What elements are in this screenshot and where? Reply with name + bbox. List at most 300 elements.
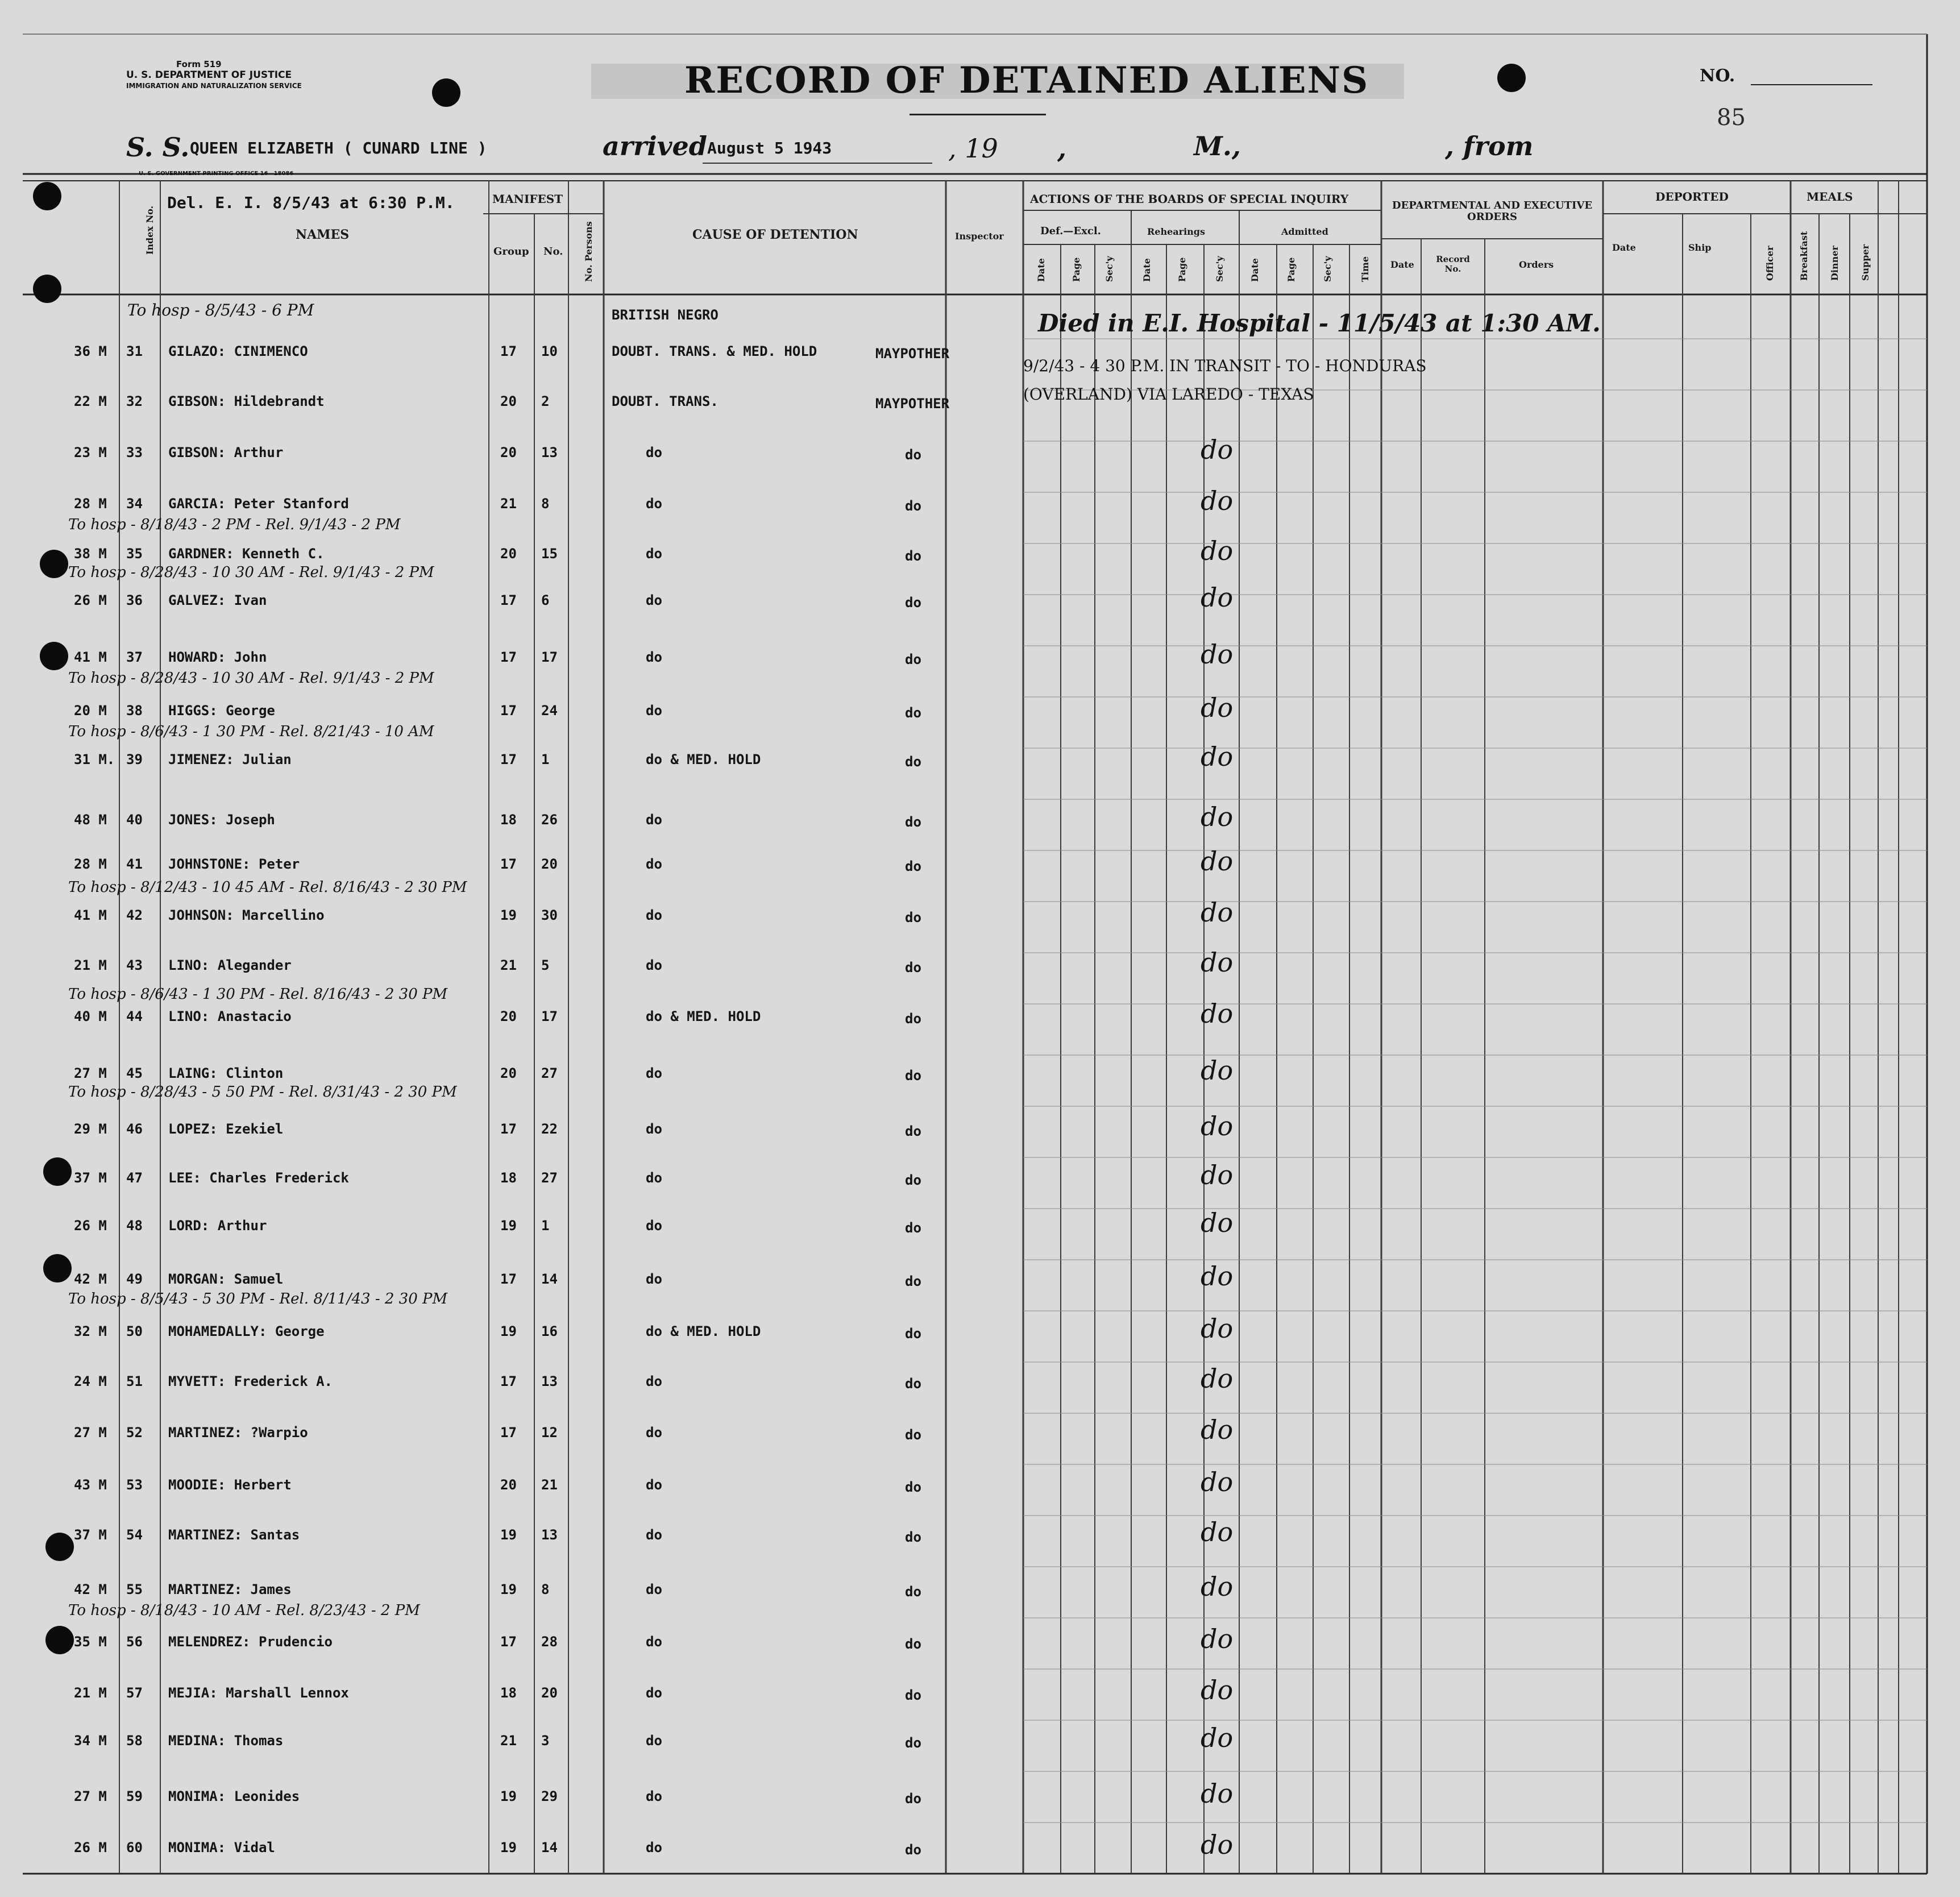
- row-manifest-group: 17: [500, 343, 517, 359]
- row-age: 21 M: [74, 957, 107, 973]
- row-manifest-no: 29: [541, 1788, 558, 1804]
- row-bsi-ditto: do: [1201, 1414, 1234, 1445]
- dep-ship-header: Ship: [1688, 242, 1712, 253]
- row-age: 38 M: [74, 546, 107, 562]
- row-index-no: 58: [126, 1733, 143, 1749]
- row-inspector: do: [905, 1011, 921, 1027]
- row-inspector: do: [905, 1068, 921, 1084]
- row-name: LEE: Charles Frederick: [168, 1170, 349, 1186]
- row-index-no: 54: [126, 1527, 143, 1543]
- row-index-no: 37: [126, 649, 143, 665]
- row-name: JOHNSON: Marcellino: [168, 907, 325, 923]
- printing-office: U. S. GOVERNMENT PRINTING OFFICE 16—18086: [139, 171, 294, 177]
- row-cause: do: [646, 1634, 662, 1650]
- row-name: MONIMA: Leonides: [168, 1788, 300, 1804]
- row-manifest-no: 15: [541, 546, 558, 562]
- row-manifest-no: 10: [541, 343, 558, 359]
- row-name: MEDINA: Thomas: [168, 1733, 284, 1749]
- row-index-no: 31: [126, 343, 143, 359]
- punch-hole: [33, 275, 61, 303]
- row-age: 48 M: [74, 812, 107, 828]
- row-cause: do: [646, 1425, 662, 1441]
- row-name: MELENDREZ: Prudencio: [168, 1634, 333, 1650]
- ship-name: QUEEN ELIZABETH ( CUNARD LINE ): [190, 139, 487, 157]
- row-age: 27 M: [74, 1425, 107, 1441]
- row-manifest-no: 1: [541, 1218, 550, 1234]
- row-index-no: 45: [126, 1065, 143, 1081]
- row-age: 32 M: [74, 1323, 107, 1339]
- row-manifest-group: 20: [500, 1008, 517, 1024]
- row-index-no: 36: [126, 592, 143, 608]
- row-manifest-group: 19: [500, 1527, 517, 1543]
- row-manifest-no: 22: [541, 1121, 558, 1137]
- row-manifest-group: 21: [500, 957, 517, 973]
- row-cause: do: [646, 1527, 662, 1543]
- died-note: Died in E.I. Hospital - 11/5/43 at 1:30 AM.: [1038, 309, 1601, 337]
- row-name: LINO: Anastacio: [168, 1008, 292, 1024]
- row-manifest-group: 17: [500, 856, 517, 872]
- row-inspector: do: [905, 1479, 921, 1495]
- row-bsi-ditto: do: [1201, 802, 1234, 832]
- row-age: 26 M: [74, 1840, 107, 1856]
- row-manifest-no: 24: [541, 703, 558, 719]
- reh-page-header: Page: [1177, 257, 1187, 282]
- row-manifest-no: 17: [541, 649, 558, 665]
- row-name: GILAZO: CINIMENCO: [168, 343, 308, 359]
- adm-date-header: Date: [1249, 258, 1260, 282]
- row-manifest-no: 30: [541, 907, 558, 923]
- row-bsi-ditto: do: [1201, 692, 1234, 723]
- record-no-header: Record No.: [1436, 254, 1470, 274]
- row-age: 27 M: [74, 1065, 107, 1081]
- delivered-note: Del. E. I. 8/5/43 at 6:30 P.M.: [167, 193, 455, 212]
- row-bsi-ditto: do: [1201, 639, 1234, 670]
- row-manifest-group: 20: [500, 546, 517, 562]
- row-name: LAING: Clinton: [168, 1065, 284, 1081]
- row-manifest-no: 3: [541, 1733, 550, 1749]
- top-hospital-note: To hosp - 8/5/43 - 6 PM: [127, 301, 314, 319]
- row-manifest-no: 17: [541, 1008, 558, 1024]
- row-age: 37 M: [74, 1170, 107, 1186]
- hospital-note: To hosp - 8/28/43 - 5 50 PM - Rel. 8/31/43 - 2 30 PM: [68, 1084, 457, 1101]
- row-name: MARTINEZ: Santas: [168, 1527, 300, 1543]
- row-manifest-group: 17: [500, 1373, 517, 1389]
- row-cause: do: [646, 812, 662, 828]
- row-name: JONES: Joseph: [168, 812, 275, 828]
- row-manifest-no: 26: [541, 812, 558, 828]
- row-name: MEJIA: Marshall Lennox: [168, 1685, 349, 1701]
- def-secy-header: Sec'y: [1104, 256, 1115, 282]
- row-inspector: do: [905, 754, 921, 770]
- row-age: 27 M: [74, 1788, 107, 1804]
- row-name: MYVETT: Frederick A.: [168, 1373, 333, 1389]
- row-name: JOHNSTONE: Peter: [168, 856, 300, 872]
- punch-hole: [45, 1533, 74, 1561]
- row-manifest-group: 17: [500, 1121, 517, 1137]
- dep-date-header: Date: [1612, 242, 1636, 253]
- row-index-no: 52: [126, 1425, 143, 1441]
- punch-hole: [40, 642, 68, 670]
- row-inspector: do: [905, 705, 921, 721]
- row-index-no: 34: [126, 496, 143, 512]
- row-manifest-group: 17: [500, 703, 517, 719]
- row-index-no: 59: [126, 1788, 143, 1804]
- officer-header: Officer: [1764, 246, 1775, 281]
- no-label: NO.: [1700, 66, 1735, 86]
- row-age: 24 M: [74, 1373, 107, 1389]
- row-age: 34 M: [74, 1733, 107, 1749]
- row-age: 42 M: [74, 1271, 107, 1287]
- row-manifest-group: 17: [500, 752, 517, 767]
- row-cause: do: [646, 957, 662, 973]
- row-cause: do: [646, 592, 662, 608]
- group-header: Group: [493, 246, 529, 258]
- row-age: 41 M: [74, 649, 107, 665]
- row-index-no: 35: [126, 546, 143, 562]
- row-inspector: do: [905, 1376, 921, 1392]
- hospital-note: To hosp - 8/6/43 - 1 30 PM - Rel. 8/16/43 - 2 30 PM: [68, 986, 448, 1003]
- adm-secy-header: Sec'y: [1322, 256, 1333, 282]
- row-age: 40 M: [74, 1008, 107, 1024]
- row-manifest-no: 16: [541, 1323, 558, 1339]
- page-number: 85: [1717, 105, 1746, 131]
- row-inspector: do: [905, 910, 921, 925]
- row-manifest-group: 19: [500, 1581, 517, 1597]
- row-index-no: 43: [126, 957, 143, 973]
- reh-date-header: Date: [1141, 258, 1152, 282]
- row-age: 28 M: [74, 496, 107, 512]
- manifest-no-header: No.: [543, 246, 563, 258]
- row-cause: do: [646, 496, 662, 512]
- row-cause: do: [646, 703, 662, 719]
- row-bsi-ditto: do: [1201, 1261, 1234, 1292]
- row-cause: do: [646, 1477, 662, 1493]
- hospital-note: To hosp - 8/18/43 - 2 PM - Rel. 9/1/43 - 2 PM: [68, 516, 401, 533]
- row-manifest-no: 5: [541, 957, 550, 973]
- row-age: 23 M: [74, 445, 107, 460]
- row-manifest-no: 14: [541, 1840, 558, 1856]
- row-cause: do: [646, 1840, 662, 1856]
- row-bsi-ditto: do: [1201, 1467, 1234, 1497]
- row-bsi-ditto: do: [1201, 1829, 1234, 1860]
- row-index-no: 57: [126, 1685, 143, 1701]
- transit-note-line1: 9/2/43 - 4 30 P.M. IN TRANSIT - TO - HONDURAS: [1023, 356, 1427, 375]
- row-inspector: do: [905, 1273, 921, 1289]
- row-manifest-group: 17: [500, 1271, 517, 1287]
- row-bsi-ditto: do: [1201, 1624, 1234, 1654]
- row-name: HOWARD: John: [168, 649, 267, 665]
- punch-hole: [43, 1254, 72, 1282]
- row-manifest-no: 27: [541, 1170, 558, 1186]
- row-name: LINO: Alegander: [168, 957, 292, 973]
- dept-date-header: Date: [1390, 259, 1414, 270]
- row-bsi-ditto: do: [1201, 1722, 1234, 1753]
- row-inspector: do: [905, 1842, 921, 1858]
- row-name: JIMENEZ: Julian: [168, 752, 292, 767]
- row-bsi-ditto: do: [1201, 434, 1234, 465]
- row-bsi-ditto: do: [1201, 1207, 1234, 1238]
- row-inspector: do: [905, 1584, 921, 1600]
- row-name: LORD: Arthur: [168, 1218, 267, 1234]
- punch-hole: [33, 182, 61, 210]
- row-age: 42 M: [74, 1581, 107, 1597]
- row-inspector: do: [905, 1636, 921, 1652]
- def-page-header: Page: [1071, 257, 1082, 282]
- row-manifest-group: 19: [500, 1788, 517, 1804]
- row-cause: DOUBT. TRANS.: [612, 393, 719, 409]
- row-cause: do & MED. HOLD: [646, 1008, 761, 1024]
- reh-secy-header: Sec'y: [1214, 256, 1225, 282]
- row-inspector: MAYPOTHER: [875, 346, 950, 362]
- dept-orders-header: DEPARTMENTAL AND EXECUTIVE ORDERS: [1392, 200, 1593, 223]
- row-index-no: 42: [126, 907, 143, 923]
- row-age: 29 M: [74, 1121, 107, 1137]
- deported-header: DEPORTED: [1655, 190, 1729, 204]
- row-age: 26 M: [74, 592, 107, 608]
- row-manifest-no: 13: [541, 445, 558, 460]
- row-manifest-group: 17: [500, 1634, 517, 1650]
- row-index-no: 48: [126, 1218, 143, 1234]
- row-index-no: 41: [126, 856, 143, 872]
- punch-hole: [1497, 64, 1526, 92]
- row-manifest-group: 19: [500, 1218, 517, 1234]
- row-bsi-ditto: do: [1201, 1055, 1234, 1086]
- row-inspector: do: [905, 548, 921, 564]
- row-manifest-no: 8: [541, 1581, 550, 1597]
- row-bsi-ditto: do: [1201, 1778, 1234, 1809]
- punch-hole: [45, 1626, 74, 1654]
- row-age: 21 M: [74, 1685, 107, 1701]
- row-inspector: do: [905, 1326, 921, 1342]
- row-manifest-group: 18: [500, 812, 517, 828]
- row-name: MORGAN: Samuel: [168, 1271, 284, 1287]
- row-bsi-ditto: do: [1201, 846, 1234, 877]
- no-persons-header: No. Persons: [583, 221, 594, 282]
- row-bsi-ditto: do: [1201, 582, 1234, 613]
- cause-header: CAUSE OF DETENTION: [692, 227, 858, 242]
- row-index-no: 51: [126, 1373, 143, 1389]
- adm-time-header: Time: [1360, 256, 1371, 282]
- index-no-header: Index No.: [144, 205, 155, 255]
- row-name: HIGGS: George: [168, 703, 275, 719]
- row-manifest-group: 17: [500, 1425, 517, 1441]
- department: U. S. DEPARTMENT OF JUSTICE: [126, 69, 292, 81]
- row-manifest-no: 28: [541, 1634, 558, 1650]
- row-inspector: do: [905, 1220, 921, 1236]
- row-inspector: do: [905, 814, 921, 830]
- row-age: 36 M: [74, 343, 107, 359]
- row-inspector: do: [905, 1687, 921, 1703]
- no-rule: [1751, 84, 1872, 85]
- row-age: 43 M: [74, 1477, 107, 1493]
- row-name: MOODIE: Herbert: [168, 1477, 292, 1493]
- row-name: GARCIA: Peter Stanford: [168, 496, 349, 512]
- row-inspector: do: [905, 1123, 921, 1139]
- row-index-no: 49: [126, 1271, 143, 1287]
- row-bsi-ditto: do: [1201, 536, 1234, 566]
- row-cause: do: [646, 1733, 662, 1749]
- punch-hole: [40, 550, 68, 578]
- row-manifest-group: 19: [500, 1323, 517, 1339]
- row-name: MONIMA: Vidal: [168, 1840, 275, 1856]
- row-manifest-no: 20: [541, 856, 558, 872]
- arrived-date: August 5 1943: [707, 139, 832, 157]
- row-age: 37 M: [74, 1527, 107, 1543]
- names-header: NAMES: [296, 227, 350, 242]
- row-index-no: 38: [126, 703, 143, 719]
- row-cause: DOUBT. TRANS. & MED. HOLD: [612, 343, 817, 359]
- row-index-no: 50: [126, 1323, 143, 1339]
- row-name: MOHAMEDALLY: George: [168, 1323, 325, 1339]
- row-manifest-group: 17: [500, 592, 517, 608]
- row-bsi-ditto: do: [1201, 1675, 1234, 1705]
- row-cause: do: [646, 1121, 662, 1137]
- row-index-no: 32: [126, 393, 143, 409]
- admitted-header: Admitted: [1281, 226, 1328, 237]
- row-manifest-no: 13: [541, 1527, 558, 1543]
- orders-header: Orders: [1519, 259, 1554, 270]
- row-inspector: do: [905, 1735, 921, 1751]
- row-cause: do: [646, 546, 662, 562]
- row-index-no: 47: [126, 1170, 143, 1186]
- def-excl-header: Def.—Excl.: [1040, 225, 1101, 237]
- row-cause: do: [646, 907, 662, 923]
- row-cause: do & MED. HOLD: [646, 1323, 761, 1339]
- row-age: 22 M: [74, 393, 107, 409]
- row-bsi-ditto: do: [1201, 741, 1234, 772]
- row-cause: do & MED. HOLD: [646, 752, 761, 767]
- row-cause: do: [646, 1170, 662, 1186]
- row-inspector: do: [905, 858, 921, 874]
- service: IMMIGRATION AND NATURALIZATION SERVICE: [126, 82, 302, 90]
- row-cause: do: [646, 1218, 662, 1234]
- row-age: 26 M: [74, 1218, 107, 1234]
- row-index-no: 44: [126, 1008, 143, 1024]
- row-age: 28 M: [74, 856, 107, 872]
- hospital-note: To hosp - 8/28/43 - 10 30 AM - Rel. 9/1/43 - 2 PM: [68, 670, 434, 687]
- row-index-no: 33: [126, 445, 143, 460]
- row-index-no: 39: [126, 752, 143, 767]
- row-cause: do: [646, 445, 662, 460]
- year-label: , 19: [948, 133, 998, 164]
- row-bsi-ditto: do: [1201, 947, 1234, 978]
- row-inspector: do: [905, 447, 921, 463]
- row-inspector: do: [905, 1427, 921, 1443]
- row-inspector: do: [905, 498, 921, 514]
- row-manifest-no: 21: [541, 1477, 558, 1493]
- hospital-note: To hosp - 8/28/43 - 10 30 AM - Rel. 9/1/43 - 2 PM: [68, 564, 434, 581]
- row-manifest-group: 20: [500, 1065, 517, 1081]
- row-inspector: MAYPOTHER: [875, 396, 950, 412]
- breakfast-header: Breakfast: [1799, 231, 1809, 281]
- row-manifest-group: 18: [500, 1685, 517, 1701]
- row-manifest-no: 14: [541, 1271, 558, 1287]
- row-index-no: 55: [126, 1581, 143, 1597]
- bsi-header: ACTIONS OF THE BOARDS OF SPECIAL INQUIRY: [1030, 192, 1349, 206]
- row-index-no: 46: [126, 1121, 143, 1137]
- row-inspector: do: [905, 1791, 921, 1807]
- row-name: GALVEZ: Ivan: [168, 592, 267, 608]
- ss-label: S. S.: [126, 132, 190, 163]
- meals-header: MEALS: [1807, 190, 1853, 204]
- comma-mark: ,: [1057, 133, 1067, 164]
- row-cause: do: [646, 1065, 662, 1081]
- row-cause: do: [646, 1788, 662, 1804]
- row-manifest-no: 20: [541, 1685, 558, 1701]
- row-name: LOPEZ: Ezekiel: [168, 1121, 284, 1137]
- row-cause: do: [646, 1373, 662, 1389]
- row-manifest-no: 6: [541, 592, 550, 608]
- row-name: GIBSON: Arthur: [168, 445, 284, 460]
- row-name: MARTINEZ: James: [168, 1581, 292, 1597]
- row-manifest-group: 21: [500, 496, 517, 512]
- row-index-no: 60: [126, 1840, 143, 1856]
- row-manifest-group: 18: [500, 1170, 517, 1186]
- row-index-no: 40: [126, 812, 143, 828]
- form-number: Form 519: [176, 59, 222, 69]
- row-name: GARDNER: Kenneth C.: [168, 546, 325, 562]
- row-manifest-group: 19: [500, 907, 517, 923]
- dinner-header: Dinner: [1829, 246, 1840, 281]
- punch-hole: [43, 1157, 72, 1186]
- row-inspector: do: [905, 1172, 921, 1188]
- row-index-no: 56: [126, 1634, 143, 1650]
- supper-header: Supper: [1860, 244, 1871, 281]
- row-cause: do: [646, 649, 662, 665]
- from-label: , from: [1445, 131, 1534, 161]
- def-date-header: Date: [1036, 258, 1047, 282]
- inspector-header: Inspector: [955, 231, 1004, 242]
- british-negro-note: BRITISH NEGRO: [612, 307, 719, 323]
- row-manifest-no: 2: [541, 393, 550, 409]
- title-rule: [910, 114, 1046, 115]
- row-bsi-ditto: do: [1201, 485, 1234, 516]
- row-inspector: do: [905, 595, 921, 611]
- hospital-note: To hosp - 8/18/43 - 10 AM - Rel. 8/23/43 - 2 PM: [68, 1602, 420, 1619]
- adm-page-header: Page: [1286, 257, 1297, 282]
- row-age: 35 M: [74, 1634, 107, 1650]
- page-title: RECORD OF DETAINED ALIENS: [684, 59, 1369, 102]
- row-inspector: do: [905, 960, 921, 976]
- row-manifest-no: 13: [541, 1373, 558, 1389]
- row-cause: do: [646, 856, 662, 872]
- row-bsi-ditto: do: [1201, 1313, 1234, 1344]
- row-name: MARTINEZ: ?Warpio: [168, 1425, 308, 1441]
- row-manifest-no: 12: [541, 1425, 558, 1441]
- row-manifest-group: 17: [500, 649, 517, 665]
- rehearings-header: Rehearings: [1147, 226, 1205, 237]
- row-cause: do: [646, 1271, 662, 1287]
- m-label: M.,: [1194, 131, 1241, 161]
- row-bsi-ditto: do: [1201, 1571, 1234, 1602]
- row-bsi-ditto: do: [1201, 1111, 1234, 1141]
- row-cause: do: [646, 1581, 662, 1597]
- row-age: 41 M: [74, 907, 107, 923]
- row-manifest-group: 19: [500, 1840, 517, 1856]
- manifest-header: MANIFEST: [492, 192, 563, 206]
- row-bsi-ditto: do: [1201, 1517, 1234, 1547]
- row-age: 20 M: [74, 703, 107, 719]
- arrived-label: arrived: [603, 131, 707, 161]
- row-inspector: do: [905, 1529, 921, 1545]
- row-manifest-no: 27: [541, 1065, 558, 1081]
- row-bsi-ditto: do: [1201, 897, 1234, 928]
- row-name: GIBSON: Hildebrandt: [168, 393, 325, 409]
- row-index-no: 53: [126, 1477, 143, 1493]
- hospital-note: To hosp - 8/12/43 - 10 45 AM - Rel. 8/16/43 - 2 30 PM: [68, 879, 467, 896]
- arrived-rule: [703, 163, 932, 164]
- row-manifest-group: 20: [500, 393, 517, 409]
